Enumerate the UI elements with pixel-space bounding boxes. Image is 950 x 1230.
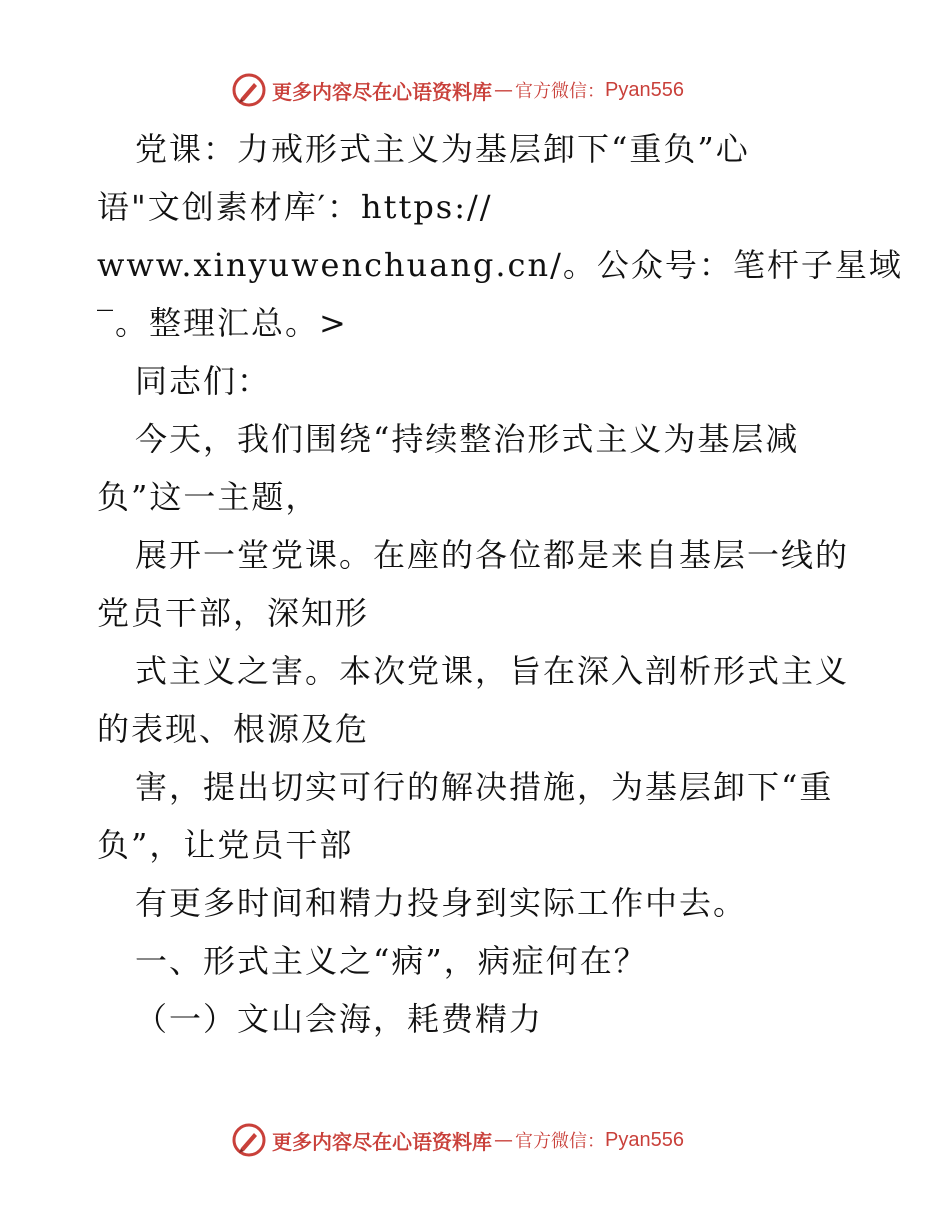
- banner-separator: —: [494, 1129, 513, 1151]
- doc-line: 语"文创素材库′：https://: [97, 188, 493, 226]
- doc-line: 有更多时间和精力投身到实际工作中去。: [135, 884, 748, 922]
- pen-logo-icon: [232, 73, 266, 107]
- doc-line: 党员干部，深知形: [97, 594, 370, 632]
- doc-line: 式主义之害。本次党课，旨在深入剖析形式主义: [135, 652, 850, 690]
- header-banner: [232, 70, 712, 110]
- doc-line: 党课：力戒形式主义为基层卸下“重负”心: [135, 130, 750, 168]
- doc-line: 负”，让党员干部: [97, 826, 354, 864]
- document-body: [97, 120, 903, 1048]
- doc-line: 展开一堂党课。在座的各位都是来自基层一线的: [135, 536, 850, 574]
- banner-subtitle: 官方微信：: [515, 1131, 605, 1152]
- doc-line: 负”这一主题，: [97, 478, 320, 516]
- banner-separator: —: [494, 79, 513, 101]
- pen-logo-icon: [232, 1123, 266, 1157]
- doc-line: 的表现、根源及危: [97, 710, 370, 748]
- doc-line: 害，提出切实可行的解决措施，为基层卸下“重: [135, 768, 834, 806]
- doc-line: www.xinyuwenchuang.cn/。公众号：笔杆子星域: [97, 246, 903, 284]
- doc-line: ‾。整理汇总。>: [97, 304, 348, 342]
- banner-wechat-id: Pyan556: [605, 78, 684, 101]
- banner-wechat-id: Pyan556: [605, 1128, 684, 1151]
- banner-subtitle: 官方微信：: [515, 81, 605, 102]
- doc-line: 一、形式主义之“病”，病症何在？: [135, 942, 648, 980]
- footer-banner: [232, 1120, 712, 1160]
- doc-line: （一）文山会海，耗费精力: [135, 1000, 544, 1038]
- banner-title: 更多内容尽在心语资料库: [272, 1129, 492, 1154]
- doc-line: 同志们：: [135, 362, 272, 400]
- banner-title: 更多内容尽在心语资料库: [272, 79, 492, 104]
- doc-line: 今天，我们围绕“持续整治形式主义为基层减: [135, 420, 800, 458]
